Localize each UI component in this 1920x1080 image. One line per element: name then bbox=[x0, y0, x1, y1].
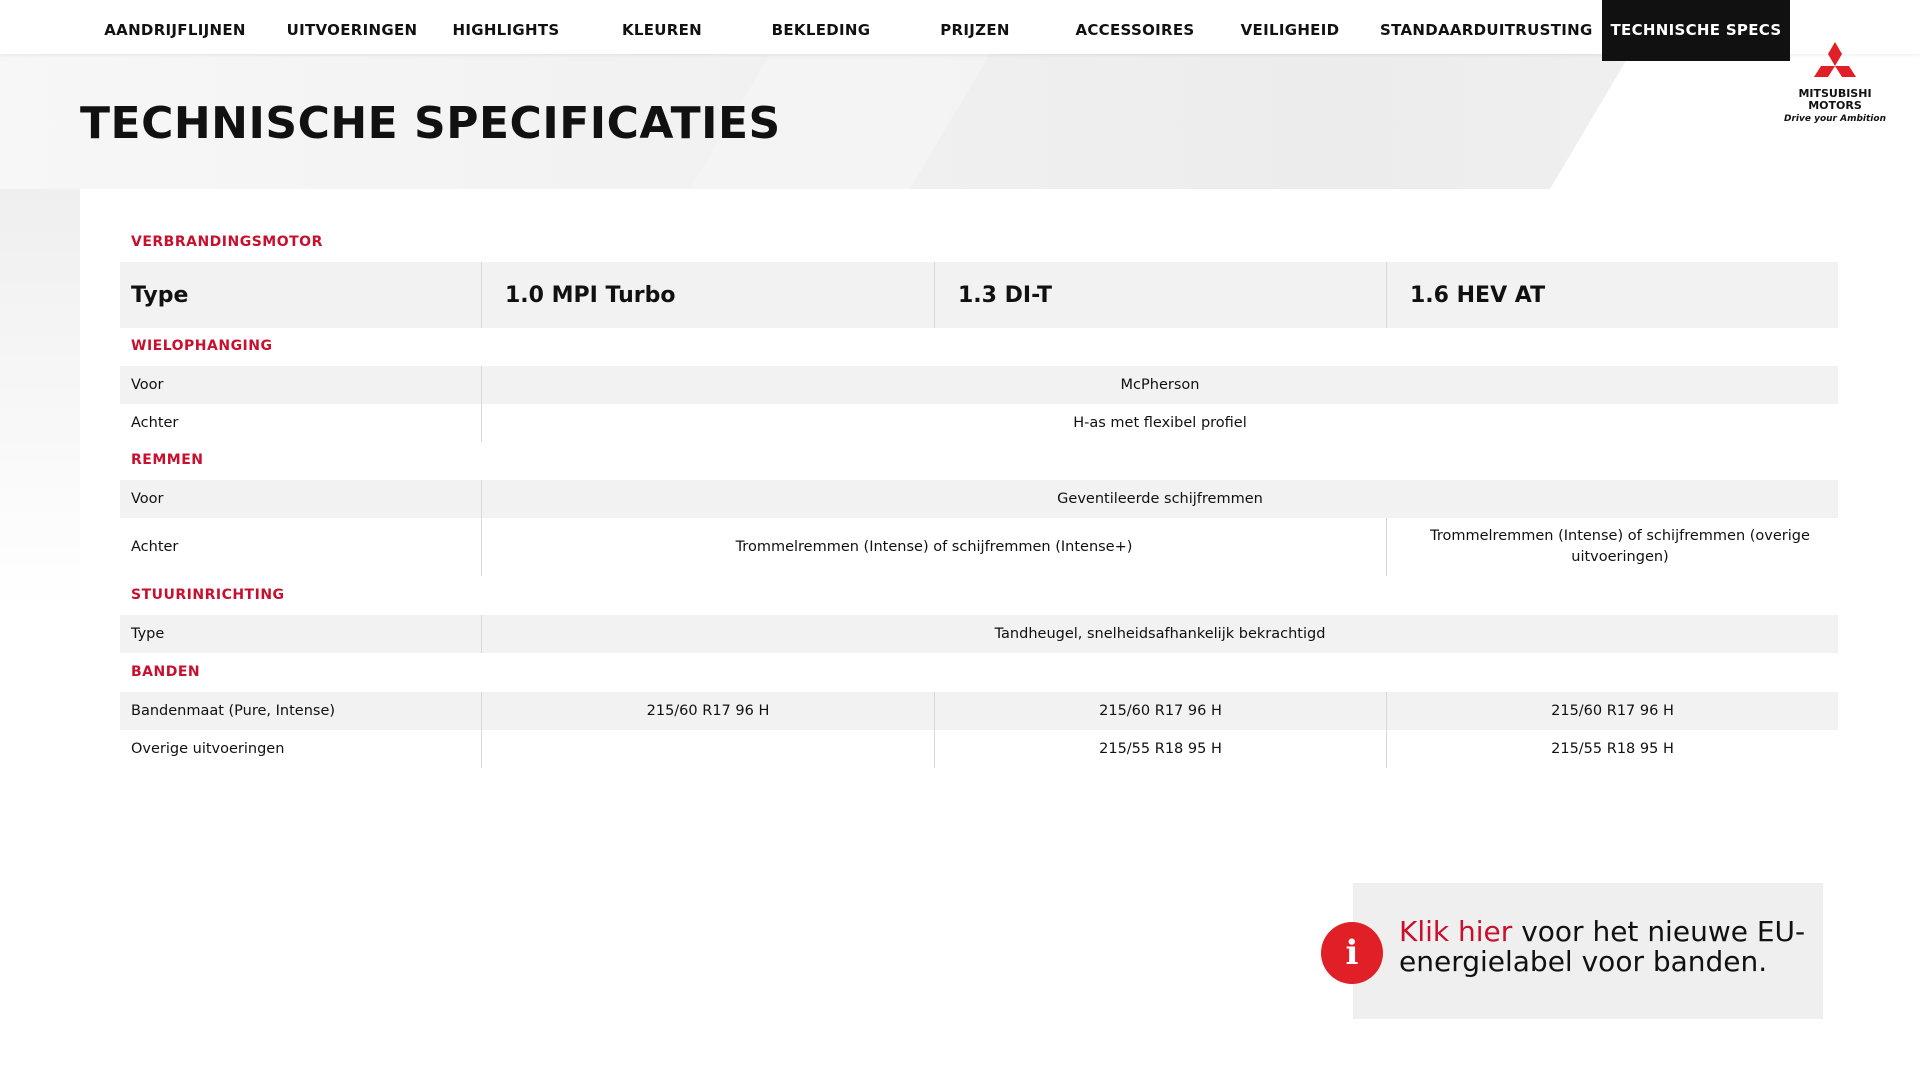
table-row bbox=[120, 615, 1838, 653]
row-label: Bandenmaat (Pure, Intense) bbox=[131, 702, 336, 719]
row-value: 215/60 R17 96 H bbox=[1551, 702, 1674, 719]
row-label: Achter bbox=[131, 414, 179, 431]
table-row bbox=[120, 366, 1838, 404]
logo-text-line2: MOTORS bbox=[1808, 99, 1862, 112]
row-value: 215/60 R17 96 H bbox=[646, 702, 770, 719]
section-heading-suspension: WIELOPHANGING bbox=[131, 338, 273, 354]
nav-item-uitvoeringen[interactable]: UITVOERINGEN bbox=[286, 21, 418, 39]
logo-tagline: Drive your Ambition bbox=[1784, 114, 1886, 124]
row-value bbox=[482, 730, 934, 768]
row-label: Type bbox=[131, 282, 189, 308]
row-value: Geventileerde schijfremmen bbox=[1057, 490, 1263, 507]
nav-item-accessoires[interactable]: ACCESSOIRES bbox=[1075, 21, 1195, 39]
nav-item-kleuren[interactable]: KLEUREN bbox=[621, 21, 703, 39]
nav-item-technische-specs[interactable]: TECHNISCHE SPECS bbox=[1602, 0, 1790, 58]
row-value: Trommelremmen (Intense) of schijfremmen (Intense+) bbox=[735, 538, 1133, 555]
engine-column-1: 1.0 MPI Turbo bbox=[505, 282, 676, 308]
row-value: McPherson bbox=[1120, 376, 1200, 393]
nav-item-aandrijflijnen[interactable]: AANDRIJFLIJNEN bbox=[104, 21, 246, 39]
logo-text-line1: MITSUBISHI bbox=[1798, 87, 1872, 100]
column-divider bbox=[481, 262, 482, 328]
table-row bbox=[120, 480, 1838, 518]
nav-item-highlights[interactable]: HIGHLIGHTS bbox=[452, 21, 560, 39]
three-diamonds-icon bbox=[1813, 42, 1857, 88]
column-divider bbox=[1386, 262, 1387, 328]
table-row bbox=[120, 404, 1838, 442]
eu-tyre-label-text bbox=[1399, 917, 1819, 977]
klik-hier-link[interactable]: Klik hier bbox=[1399, 915, 1513, 948]
row-label: Voor bbox=[131, 490, 164, 507]
section-heading-steering: STUURINRICHTING bbox=[131, 587, 285, 603]
row-value: Trommelremmen (Intense) of schijfremmen (overige uitvoeringen) bbox=[1430, 528, 1810, 565]
row-label: Overige uitvoeringen bbox=[131, 740, 285, 757]
nav-item-prijzen[interactable]: PRIJZEN bbox=[940, 21, 1010, 39]
side-decoration bbox=[0, 189, 80, 609]
top-navigation bbox=[0, 0, 1920, 54]
section-heading-engine: VERBRANDINGSMOTOR bbox=[131, 234, 323, 250]
engine-column-2: 1.3 DI-T bbox=[958, 282, 1052, 308]
page-title: TECHNISCHE SPECIFICATIES bbox=[80, 98, 781, 149]
section-heading-tyres: BANDEN bbox=[131, 664, 201, 680]
column-divider bbox=[1386, 518, 1387, 576]
table-row bbox=[120, 518, 1838, 576]
row-value: 215/60 R17 96 H bbox=[1099, 702, 1222, 719]
info-icon[interactable]: i bbox=[1321, 922, 1383, 984]
nav-item-veiligheid[interactable]: VEILIGHEID bbox=[1240, 21, 1340, 39]
nav-item-bekleding[interactable]: BEKLEDING bbox=[771, 21, 871, 39]
row-value: H-as met flexibel profiel bbox=[1073, 414, 1247, 431]
nav-active-indicator bbox=[1602, 58, 1790, 61]
row-value: 215/55 R18 95 H bbox=[1099, 740, 1222, 757]
row-value: Tandheugel, snelheidsafhankelijk bekrachtigd bbox=[994, 625, 1326, 642]
section-heading-brakes: REMMEN bbox=[131, 452, 204, 468]
info-description: voor het nieuwe EU-energielabel voor banden. bbox=[1399, 915, 1806, 978]
table-row bbox=[120, 730, 1838, 768]
row-value: 215/55 R18 95 H bbox=[1551, 740, 1674, 757]
column-divider bbox=[934, 262, 935, 328]
nav-item-standaarduitrusting[interactable]: STANDAARDUITRUSTING bbox=[1380, 21, 1593, 39]
engine-column-3: 1.6 HEV AT bbox=[1410, 282, 1546, 308]
table-row bbox=[120, 692, 1838, 730]
row-label: Achter bbox=[131, 538, 179, 555]
row-label: Type bbox=[131, 625, 165, 642]
mitsubishi-logo[interactable] bbox=[1780, 42, 1890, 142]
table-row-type bbox=[120, 262, 1838, 328]
row-label: Voor bbox=[131, 376, 164, 393]
